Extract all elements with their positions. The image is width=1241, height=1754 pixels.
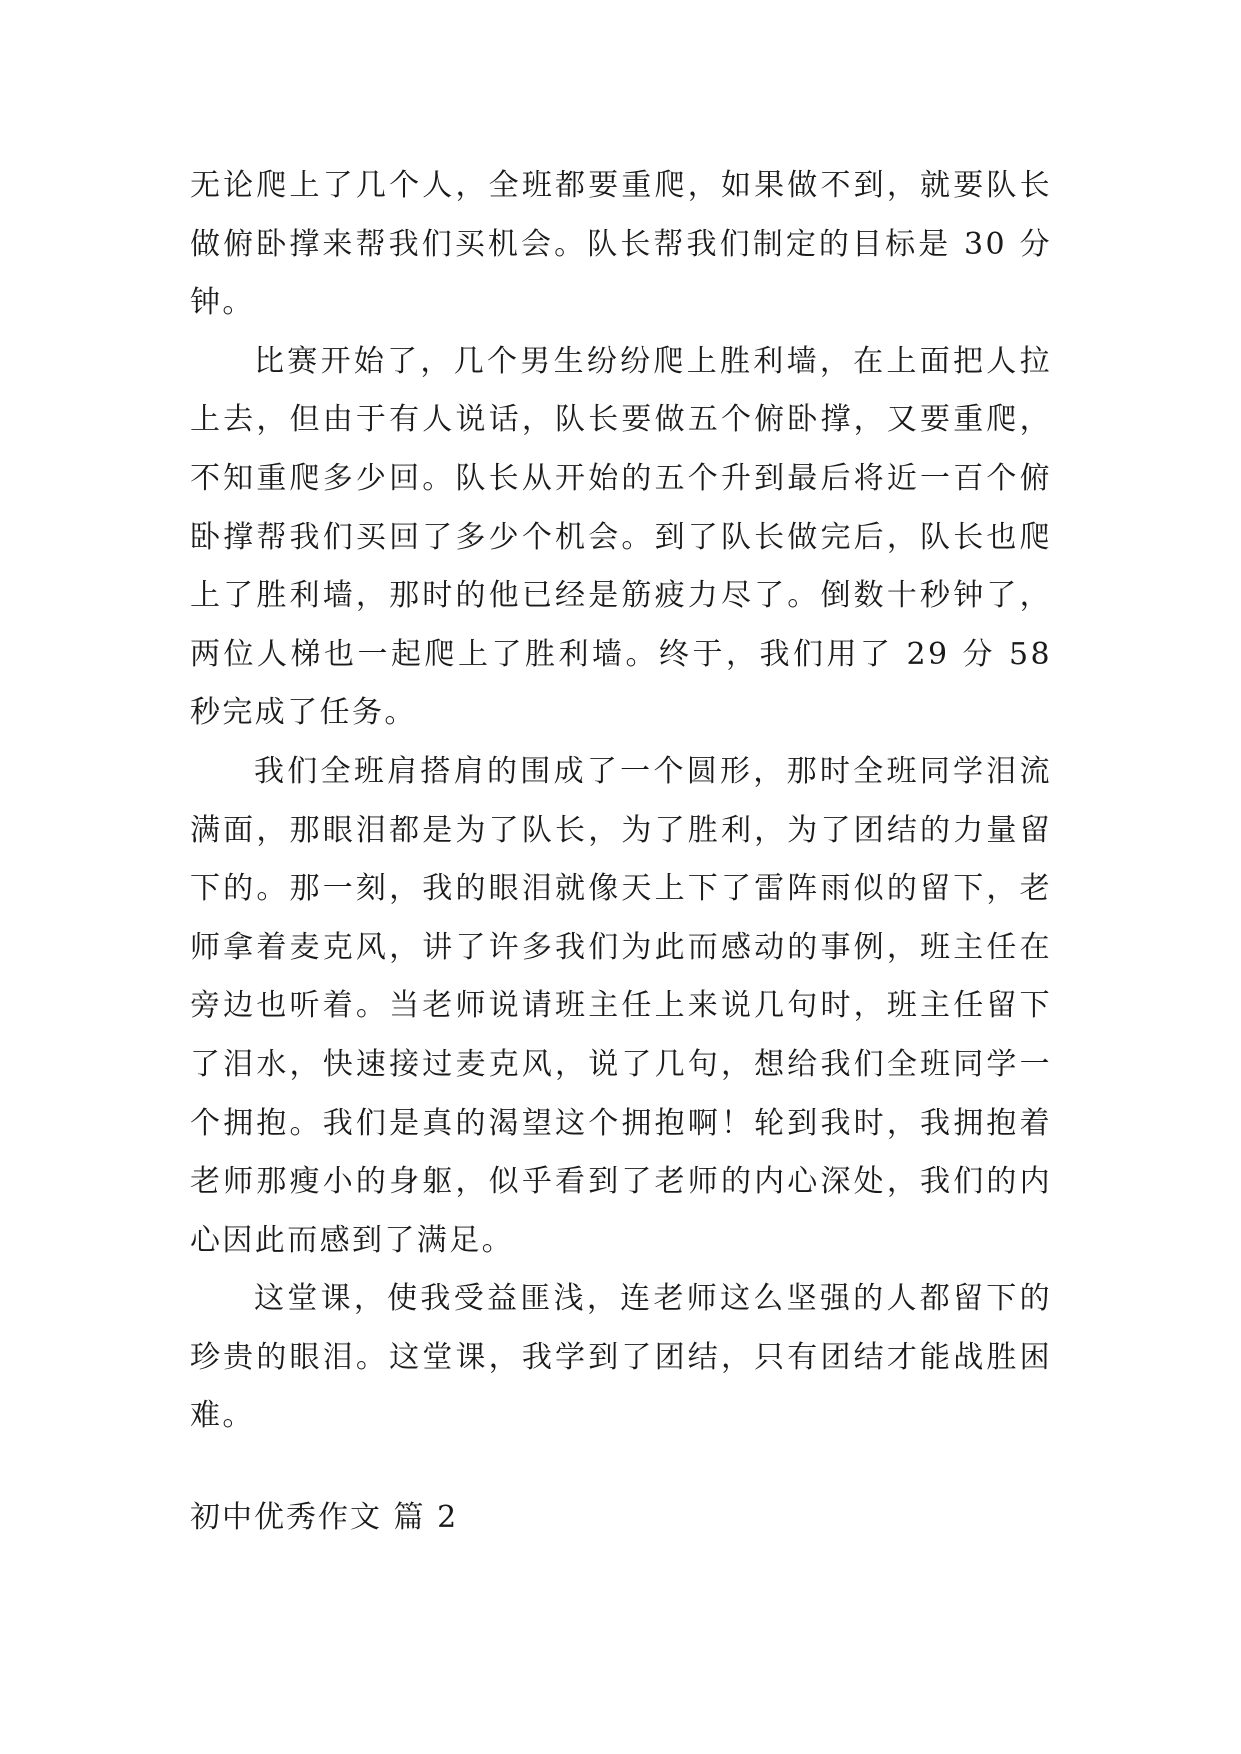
paragraph-4: 这堂课，使我受益匪浅，连老师这么坚强的人都留下的珍贵的眼泪。这堂课，我学到了团结，只有团结才能战胜困难。 <box>190 1281 1052 1434</box>
paragraph-2: 比赛开始了，几个男生纷纷爬上胜利墙，在上面把人拉上去，但由于有人说话，队长要做五个俯卧撑，又要重爬，不知重爬多少回。队长从开始的五个升到最后将近一百个俯卧撑帮我们买回了多少个机会。到了队长做完后，队长也爬上了胜利墙，那时的他已经是筋疲力尽了。倒数十秒钟了，两位人梯也一起爬上了胜利墙。终于，我们用了 29 分 58 秒完成了任务。 <box>190 343 1052 731</box>
paragraph-1: 无论爬上了几个人，全班都要重爬，如果做不到，就要队长做俯卧撑来帮我们买机会。队长帮我们制定的目标是 30 分钟。 <box>190 168 1052 321</box>
paragraph-3: 我们全班肩搭肩的围成了一个圆形，那时全班同学泪流满面，那眼泪都是为了队长，为了胜利，为了团结的力量留下的。那一刻，我的眼泪就像天上下了雷阵雨似的留下，老师拿着麦克风，讲了许多我们为此而感动的事例，班主任在旁边也听着。当老师说请班主任上来说几句时，班主任留下了泪水，快速接过麦克风，说了几句，想给我们全班同学一个拥抱。我们是真的渴望这个拥抱啊！轮到我时，我拥抱着老师那瘦小的身躯，似乎看到了老师的内心深处，我们的内心因此而感到了满足。 <box>190 753 1052 1258</box>
document-body <box>190 157 1052 1446</box>
section-heading: 初中优秀作文 篇 2 <box>190 1500 459 1535</box>
